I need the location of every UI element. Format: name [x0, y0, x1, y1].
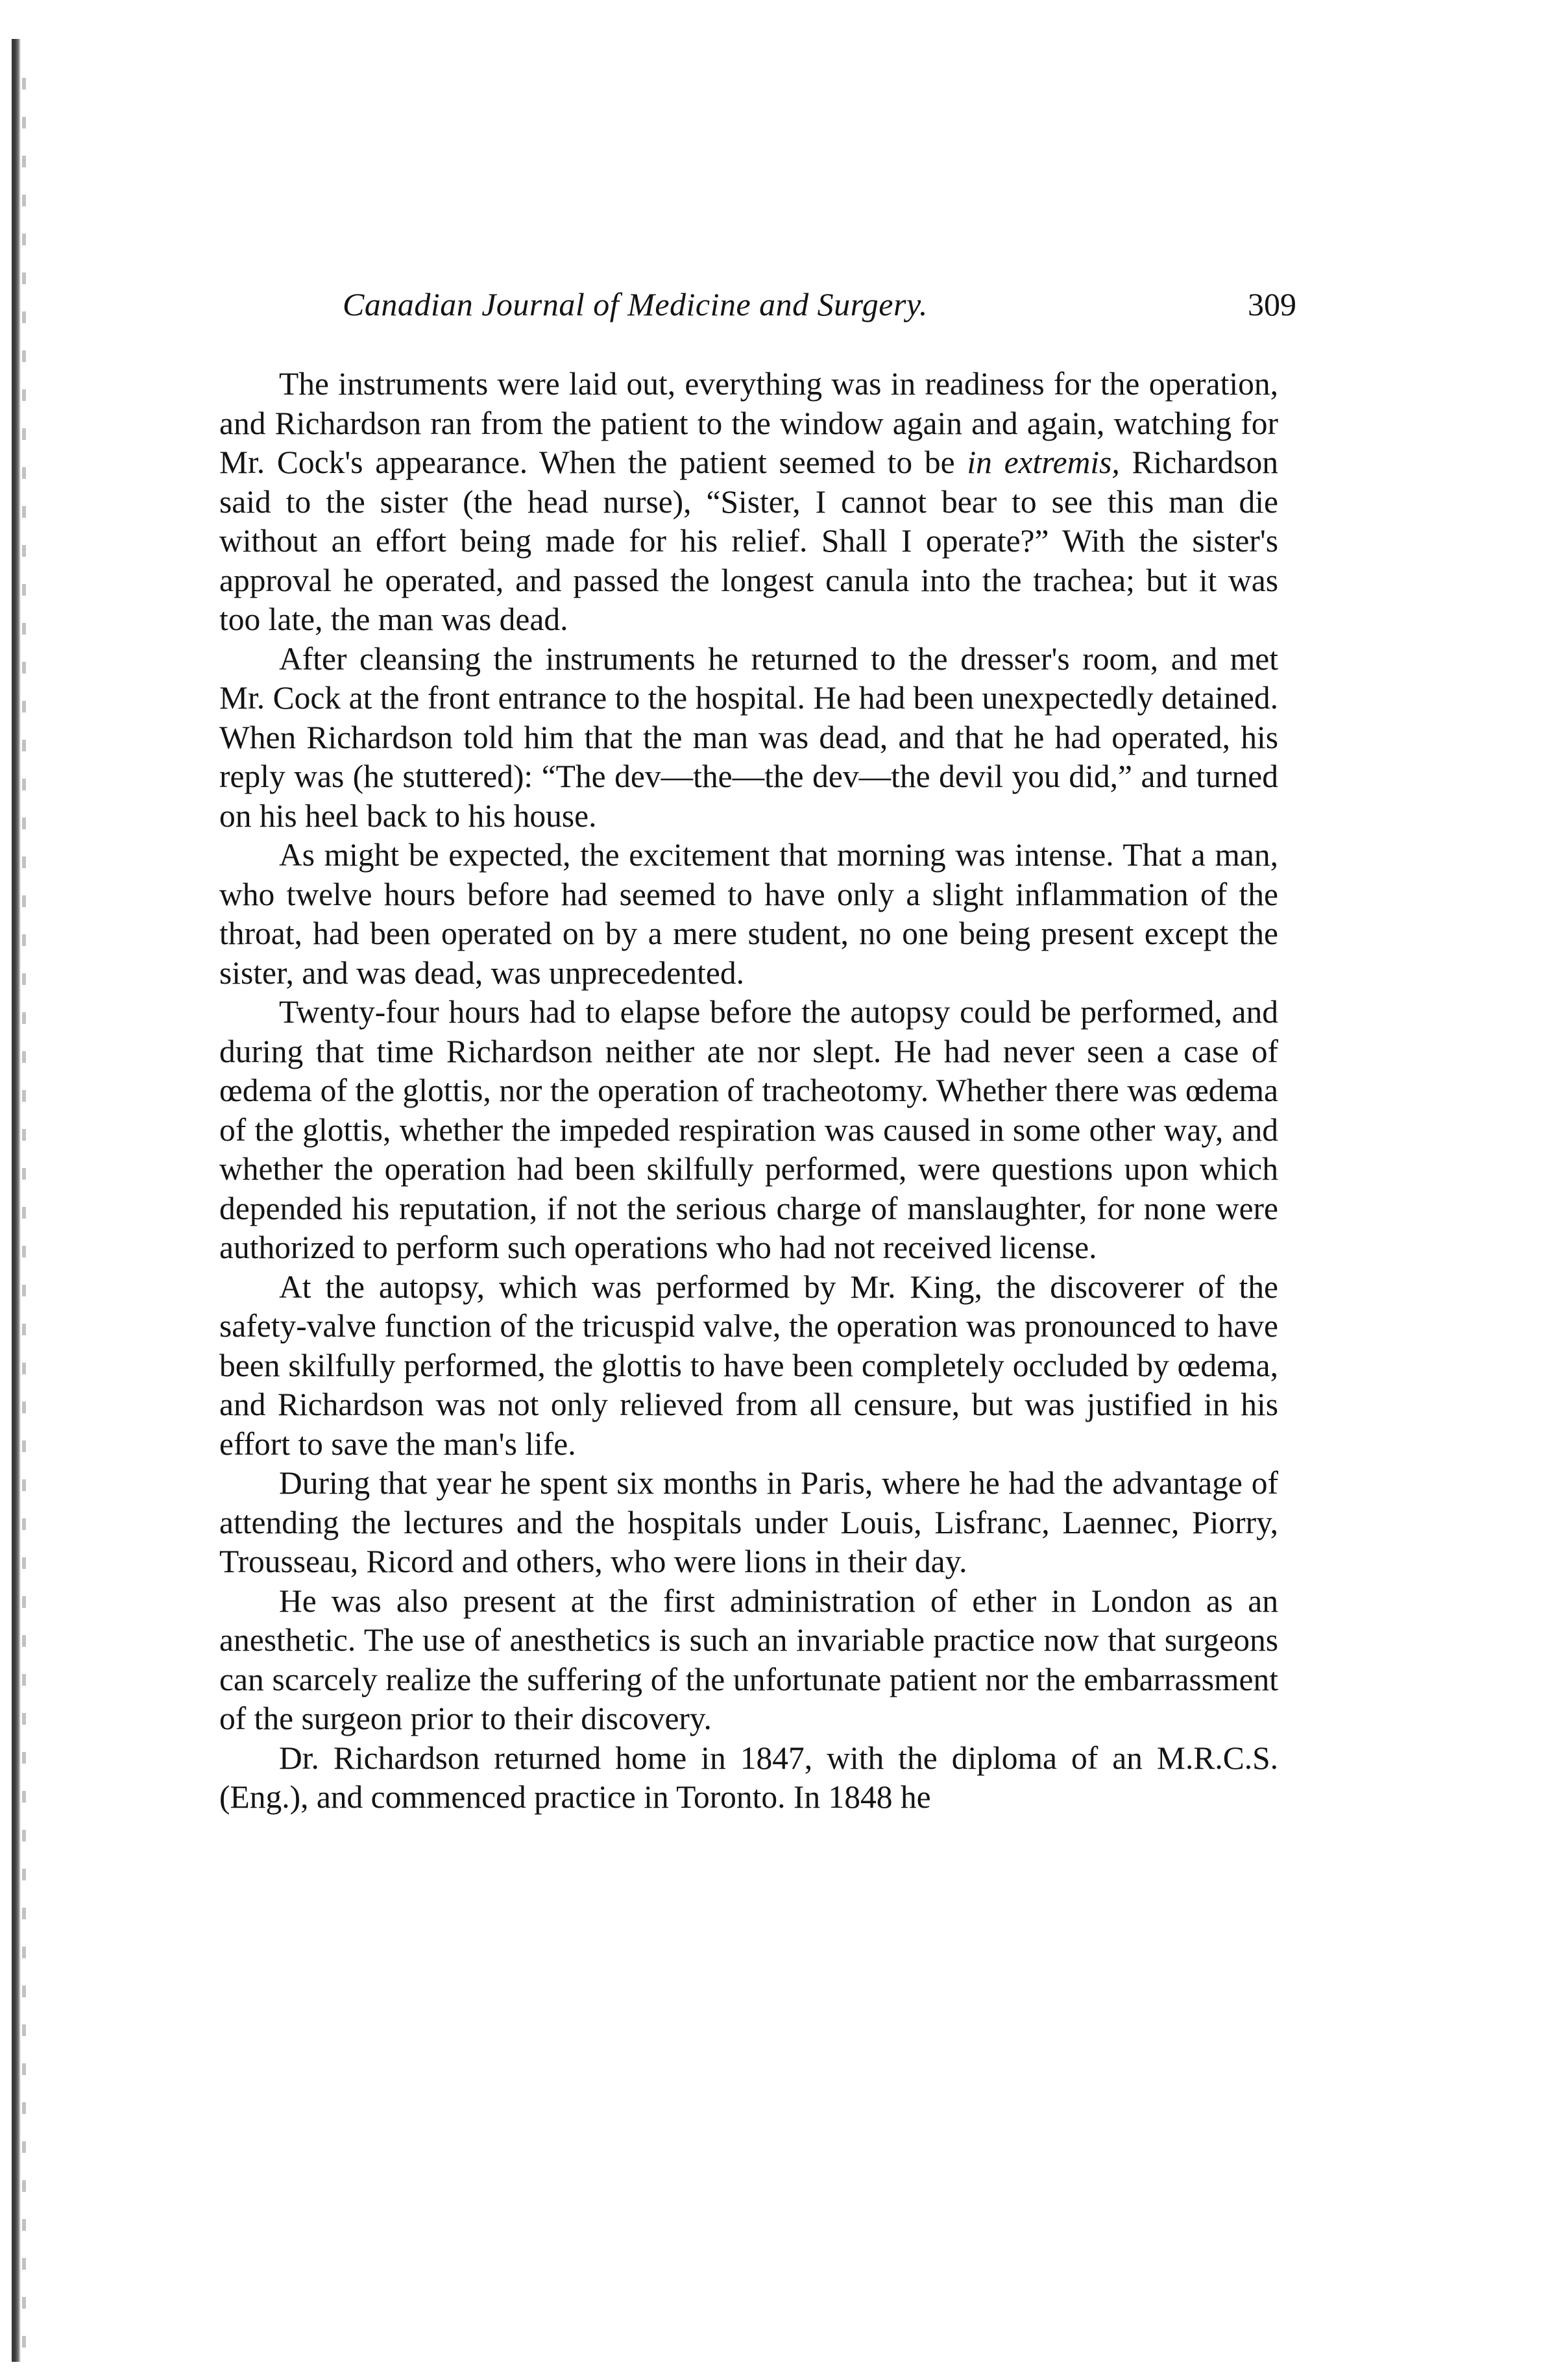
body-text [219, 365, 1278, 1817]
text-run: Dr. Richardson returned home in 1847, with the diploma of an M.R.C.S. (Eng.), and commenced practice in Toronto. In 1848 he [219, 1740, 1278, 1815]
paragraph-8 [219, 1739, 1278, 1817]
text-run: As might be expected, the excitement that morning was intense. That a man, who twelve hours before had seemed to have only a slight inflammation of the throat, had been operated on by a mere student, no one being present except the sister, and was dead, was unprecedented. [219, 837, 1278, 991]
italic-phrase: in extremis, [967, 444, 1120, 480]
paragraph-1 [219, 365, 1278, 640]
text-run: After cleansing the instruments he returned to the dresser's room, and met Mr. Cock at the front entrance to the hospital. He had been unexpectedly detained. When Richardson told him that the man was dead, and that he had operated, his reply was (he stuttered): “The dev—the—the dev—the devil you did,” and turned on his heel back to his house. [219, 640, 1278, 834]
running-head [343, 285, 1296, 331]
paragraph-6 [219, 1464, 1278, 1582]
text-run: During that year he spent six months in Paris, where he had the advantage of attending the lectures and the hospitals under Louis, Lisfranc, Laennec, Piorry, Trousseau, Ricord and others, who were lions in their day. [219, 1465, 1278, 1579]
text-run: The instruments were laid out, everything was in readiness for the operation, and Richardson ran from the patient to the window again and again, watching for Mr. Cock's appearance. When the patient seemed to be [219, 366, 1278, 480]
text-run: He was also present at the first administration of ether in London as an anesthetic. The use of anesthetics is such an invariable practice now that surgeons can scarcely realize the suffering of the unfortunate patient nor the embarrassment of the surgeon prior to their discovery. [219, 1583, 1278, 1736]
scan-binding-shadow [22, 78, 26, 2349]
text-run: At the autopsy, which was performed by Mr. King, the discoverer of the safety-valve function of the tricuspid valve, the operation was pronounced to have been skilfully performed, the glottis to have been completely occluded by œdema, and Richardson was not only relieved from all censure, but was justified in his effort to save the man's life. [219, 1269, 1278, 1462]
paragraph-2 [219, 640, 1278, 836]
paragraph-7 [219, 1582, 1278, 1739]
paragraph-5 [219, 1268, 1278, 1464]
journal-title: Canadian Journal of Medicine and Surgery. [343, 286, 928, 322]
scan-binding-edge [12, 39, 21, 2362]
page-number: 309 [1248, 286, 1296, 322]
text-run: Twenty-four hours had to elapse before the autopsy could be performed, and during that time Richardson neither ate nor slept. He had never seen a case of œdema of the glottis, nor the operation of tracheotomy. Whether there was œdema of the glottis, whether the impeded respiration was caused in some other way, and whether the operation had been skilfully performed, were questions upon which depended his reputation, if not the serious charge of manslaughter, for none were authorized to perform such operations who had not received license. [219, 994, 1278, 1265]
paragraph-4 [219, 993, 1278, 1268]
text-run: Richardson said to the sister (the head nurse), “Sister, I cannot bear to see this man die without an effort being made for his relief. Shall I operate?” With the sister's approval he operated, and passed the longest canula into the trachea; but it was too late, the man was dead. [219, 444, 1278, 637]
paragraph-3 [219, 836, 1278, 993]
